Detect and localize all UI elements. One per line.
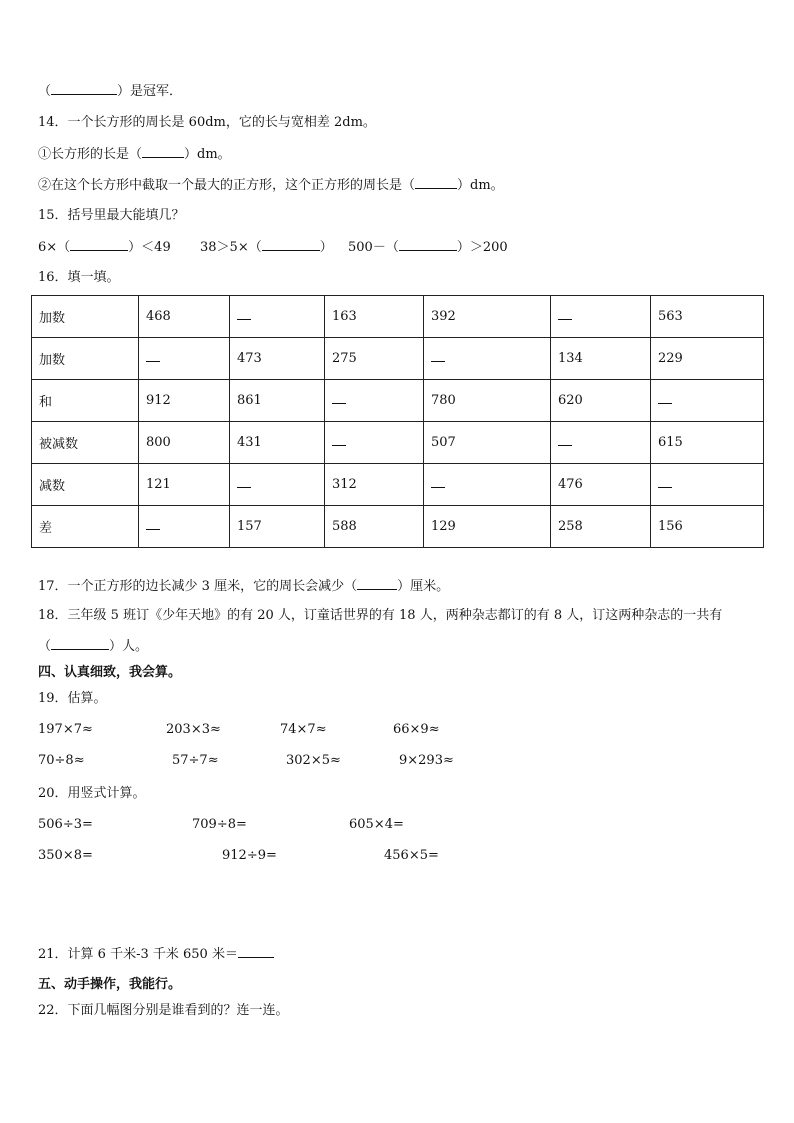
table-cell: 157 [230, 506, 325, 548]
table-row [32, 506, 764, 548]
q20-stem: 20．用竖式计算。 [38, 786, 146, 801]
answer-blank[interactable] [142, 145, 184, 158]
q22-stem: 22．下面几幅图分别是谁看到的？连一连。 [38, 1003, 289, 1018]
row-label: 加数 [32, 296, 139, 338]
table-cell: 588 [325, 506, 424, 548]
q18-line2: （ ）人。 [38, 639, 149, 654]
table-cell: 615 [651, 422, 764, 464]
row-label: 被减数 [32, 422, 139, 464]
blank-dash [332, 393, 346, 404]
q20-item: 506÷3= [38, 817, 93, 832]
blank-cell[interactable] [230, 296, 325, 338]
table-cell: 476 [551, 464, 651, 506]
q19-item: 57÷7≈ [172, 753, 219, 768]
table-cell: 431 [230, 422, 325, 464]
q18-line1: 18．三年级 5 班订《少年天地》的有 20 人，订童话世界的有 18 人，两种杂志都订的有 8 人，订这两种杂志的一共有 [38, 608, 723, 623]
q19-item: 302×5≈ [286, 753, 341, 768]
q19-stem: 19．估算。 [38, 691, 107, 706]
q13-tail-line: （ ）是冠军． [38, 84, 183, 99]
table-cell: 163 [325, 296, 424, 338]
table-cell: 861 [230, 380, 325, 422]
q15-expr1: 6×（ ）＜49 [38, 240, 171, 255]
table-cell: 275 [325, 338, 424, 380]
blank-dash [558, 309, 572, 320]
blank-dash [658, 477, 672, 488]
table-cell: 800 [139, 422, 230, 464]
table-cell: 229 [651, 338, 764, 380]
blank-cell[interactable] [424, 338, 551, 380]
answer-blank[interactable] [51, 637, 109, 650]
blank-dash [146, 519, 160, 530]
blank-cell[interactable] [424, 464, 551, 506]
section-5-heading: 五、动手操作，我能行。 [38, 977, 182, 992]
q20-item: 350×8= [38, 848, 93, 863]
table-cell: 134 [551, 338, 651, 380]
blank-cell[interactable] [325, 380, 424, 422]
row-label: 差 [32, 506, 139, 548]
q20-item: 912÷9= [222, 848, 277, 863]
row-label: 减数 [32, 464, 139, 506]
table-cell: 129 [424, 506, 551, 548]
answer-blank[interactable] [238, 945, 274, 958]
q16-stem: 16．填一填。 [38, 270, 120, 285]
answer-blank[interactable] [51, 82, 117, 95]
table-cell: 312 [325, 464, 424, 506]
q15-expr3: 500－（ ）＞200 [348, 240, 508, 255]
blank-cell[interactable] [230, 464, 325, 506]
blank-cell[interactable] [139, 338, 230, 380]
answer-blank[interactable] [357, 577, 397, 590]
table-cell: 912 [139, 380, 230, 422]
q21-line: 21．计算 6 千米-3 千米 650 米＝ [38, 945, 274, 964]
q20-item: 709÷8= [192, 817, 247, 832]
blank-dash [332, 435, 346, 446]
q20-item: 456×5= [384, 848, 439, 863]
q14-stem: 14．一个长方形的周长是 60dm，它的长与宽相差 2dm。 [38, 115, 376, 130]
table-row [32, 380, 764, 422]
section-4-heading: 四、认真细致，我会算。 [38, 665, 182, 680]
blank-cell[interactable] [325, 422, 424, 464]
q19-item: 203×3≈ [166, 722, 221, 737]
table-row [32, 464, 764, 506]
q15-stem: 15．括号里最大能填几？ [38, 208, 185, 223]
table-cell: 473 [230, 338, 325, 380]
blank-dash [146, 351, 160, 362]
table-cell: 563 [651, 296, 764, 338]
table-cell: 156 [651, 506, 764, 548]
q19-item: 70÷8≈ [38, 753, 85, 768]
row-label: 加数 [32, 338, 139, 380]
q19-item: 197×7≈ [38, 722, 93, 737]
blank-cell[interactable] [551, 296, 651, 338]
q19-item: 66×9≈ [393, 722, 440, 737]
table-row [32, 296, 764, 338]
blank-dash [237, 309, 251, 320]
blank-cell[interactable] [139, 506, 230, 548]
table-cell: 258 [551, 506, 651, 548]
q17-line: 17．一个正方形的边长减少 3 厘米，它的周长会减少（ ）厘米。 [38, 579, 450, 594]
table-row [32, 422, 764, 464]
q14-part2: ②在这个长方形中截取一个最大的正方形，这个正方形的周长是（ ）dm。 [38, 178, 504, 193]
answer-blank[interactable] [262, 238, 320, 251]
q14-part1: ①长方形的长是（ ）dm。 [38, 147, 231, 162]
table-cell: 468 [139, 296, 230, 338]
q15-expr2: 38＞5×（ ） [200, 240, 333, 255]
blank-dash [237, 477, 251, 488]
blank-cell[interactable] [651, 464, 764, 506]
blank-dash [558, 435, 572, 446]
blank-cell[interactable] [651, 380, 764, 422]
q19-item: 9×293≈ [399, 753, 454, 768]
blank-cell[interactable] [551, 422, 651, 464]
blank-dash [658, 393, 672, 404]
fill-in-table [31, 295, 764, 548]
blank-dash [431, 477, 445, 488]
answer-blank[interactable] [399, 238, 457, 251]
table-row [32, 338, 764, 380]
table-cell: 620 [551, 380, 651, 422]
row-label: 和 [32, 380, 139, 422]
table-cell: 780 [424, 380, 551, 422]
q19-item: 74×7≈ [280, 722, 327, 737]
q20-item: 605×4= [349, 817, 404, 832]
table-cell: 507 [424, 422, 551, 464]
answer-blank[interactable] [415, 176, 457, 189]
table-cell: 392 [424, 296, 551, 338]
answer-blank[interactable] [70, 238, 128, 251]
table-cell: 121 [139, 464, 230, 506]
blank-dash [431, 351, 445, 362]
